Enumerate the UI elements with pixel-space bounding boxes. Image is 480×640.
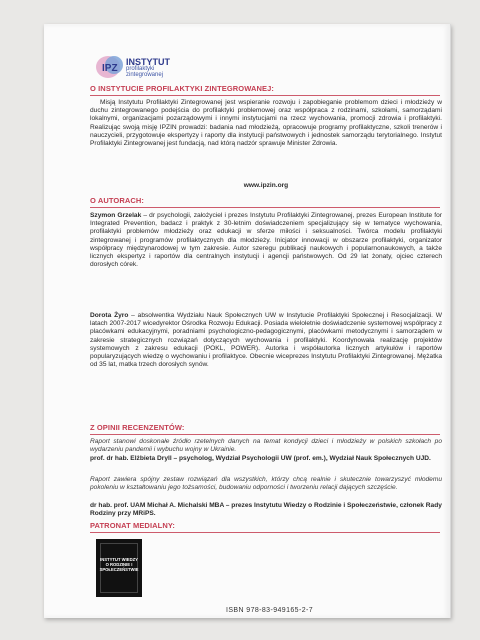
review-1-author: prof. dr hab. Elżbieta Dryll – psycholog, Wydział Psychologii UW (prof. em.), Wydział Nauk Społecznych UJD.: [90, 455, 431, 462]
patron-heading: PATRONAT MEDIALNY:: [90, 521, 175, 530]
author-2-bio: – absolwentka Wydziału Nauk Społecznych UW w Instytucie Profilaktyki Społecznej i Resocjalizacji. W latach 2007-2017 wicedyrektor Ośrodka Rozwoju Edukacji. Posiada wieloletnie doświadczenie systemowej współpracy z placówkami edukacyjnymi, poradniami psychologiczno-pedagogicznymi, placówkami metodycznymi i samorządem w zakresie strategicznych rozwiązań dotyczących wychowania i profilaktyki. Koordynowała realizację projektów systemowych z zakresu edukacji (POKL, POWER). Autorka i współautorka licznych artykułów i raportów popularyzujących wiedzę o wychowaniu i profilaktyce. Obecnie wiceprezes Instytutu Profilaktyki Zintegrowanej. Mężatka od 35 lat, matka trzech dorosłych synów.: [90, 312, 442, 369]
author-2: [90, 312, 442, 369]
review-1-quote: Raport stanowi doskonałe źródło rzetelnych danych na temat kondycji dzieci i młodzieży w polskich szkołach po wydarzeniu pandemii i wybuchu wojny w Ukrainie.: [90, 438, 442, 454]
ipzin-logo: [96, 52, 236, 84]
logo-line2: profilaktyki: [126, 66, 155, 72]
svg-text:IPZ: IPZ: [102, 63, 118, 74]
author-1-name: Szymon Grzelak: [90, 212, 142, 219]
authors-rule: [90, 207, 440, 208]
about-rule: [90, 95, 440, 96]
isbn: ISBN 978-83-949165-2-7: [226, 607, 314, 614]
author-1: [90, 212, 442, 269]
authors-heading: O AUTORACH:: [90, 196, 145, 205]
patron-logo-text: INSTYTUT WIEDZY O RODZINIE I SPOŁECZEŃSTWIE: [99, 557, 139, 572]
review-2-quote: Raport zawiera spójny zestaw rozwiązań dla wszystkich, którzy chcą realnie i skutecznie towarzyszyć młodemu pokoleniu w kształtowaniu jego tożsamości, budowaniu odporności i tworzeniu relacji dających szczęście.: [90, 476, 442, 492]
review-2-author: dr hab. prof. UAM Michał A. Michalski MBA – prezes Instytutu Wiedzy o Rodzinie i Społeczeństwie, członek Rady Rodziny przy MRiPS.: [90, 502, 442, 518]
about-body: Misją Instytutu Profilaktyki Zintegrowanej jest wspieranie rozwoju i zapobieganie problemom dzieci i młodzieży w duchu zintegrowanego podejścia do profilaktyki problemowej oraz współpraca z rodzinami, szkołami, samorządami lokalnymi, organizacjami pozarządowymi i innymi instytucjami na rzecz wychowania, promocji zdrowia i profilaktyki. Realizując swoją misję IPZIN prowadzi: badania nad młodzieżą, opracowuje programy profilaktyczne, szkoli trenerów i nauczycieli, przygotowuje ekspertyzy i raporty dla instytucji państwowych i jednostek samorządu terytorialnego. Instytut Profilaktyki Zintegrowanej jest fundacją, nad którą nadzór sprawuje Minister Zdrowia.: [90, 99, 442, 148]
book-back-cover: [44, 24, 451, 618]
patron-logo: [96, 539, 142, 597]
logo-name: INSTYTUT: [126, 57, 170, 67]
logo-line3: zintegrowanej: [126, 72, 164, 78]
author-1-bio: – dr psychologii, założyciel i prezes Instytutu Profilaktyki Zintegrowanej, prezes European Institute for Integrated Prevention, badacz i praktyk z 30-letnim doświadczeniem specjalizujący się w tematyce wychowania, profilaktyki problemów młodzieży oraz edukacji w sferze miłości i seksualności. Twórca modelu profilaktyki zintegrowanej i programów profilaktycznych dla młodzieży. Inicjator innowacji w obszarze profilaktyki, organizator współpracy międzynarodowej w tym zakresie. Autor szeregu publikacji naukowych i popularnonaukowych, a także licznych ekspertyz i raportów dla centralnych instytucji i agencji państwowych. Od 29 lat żonaty, ojciec czterech dorosłych córek.: [90, 212, 442, 269]
about-url: www.ipzin.org: [243, 182, 289, 189]
reviews-heading: Z OPINII RECENZENTÓW:: [90, 423, 185, 432]
about-heading: O INSTYTUCIE PROFILAKTYKI ZINTEGROWANEJ:: [90, 84, 275, 93]
author-2-name: Dorota Żyro: [90, 312, 129, 319]
reviews-rule: [90, 434, 440, 435]
patron-rule: [90, 532, 440, 533]
